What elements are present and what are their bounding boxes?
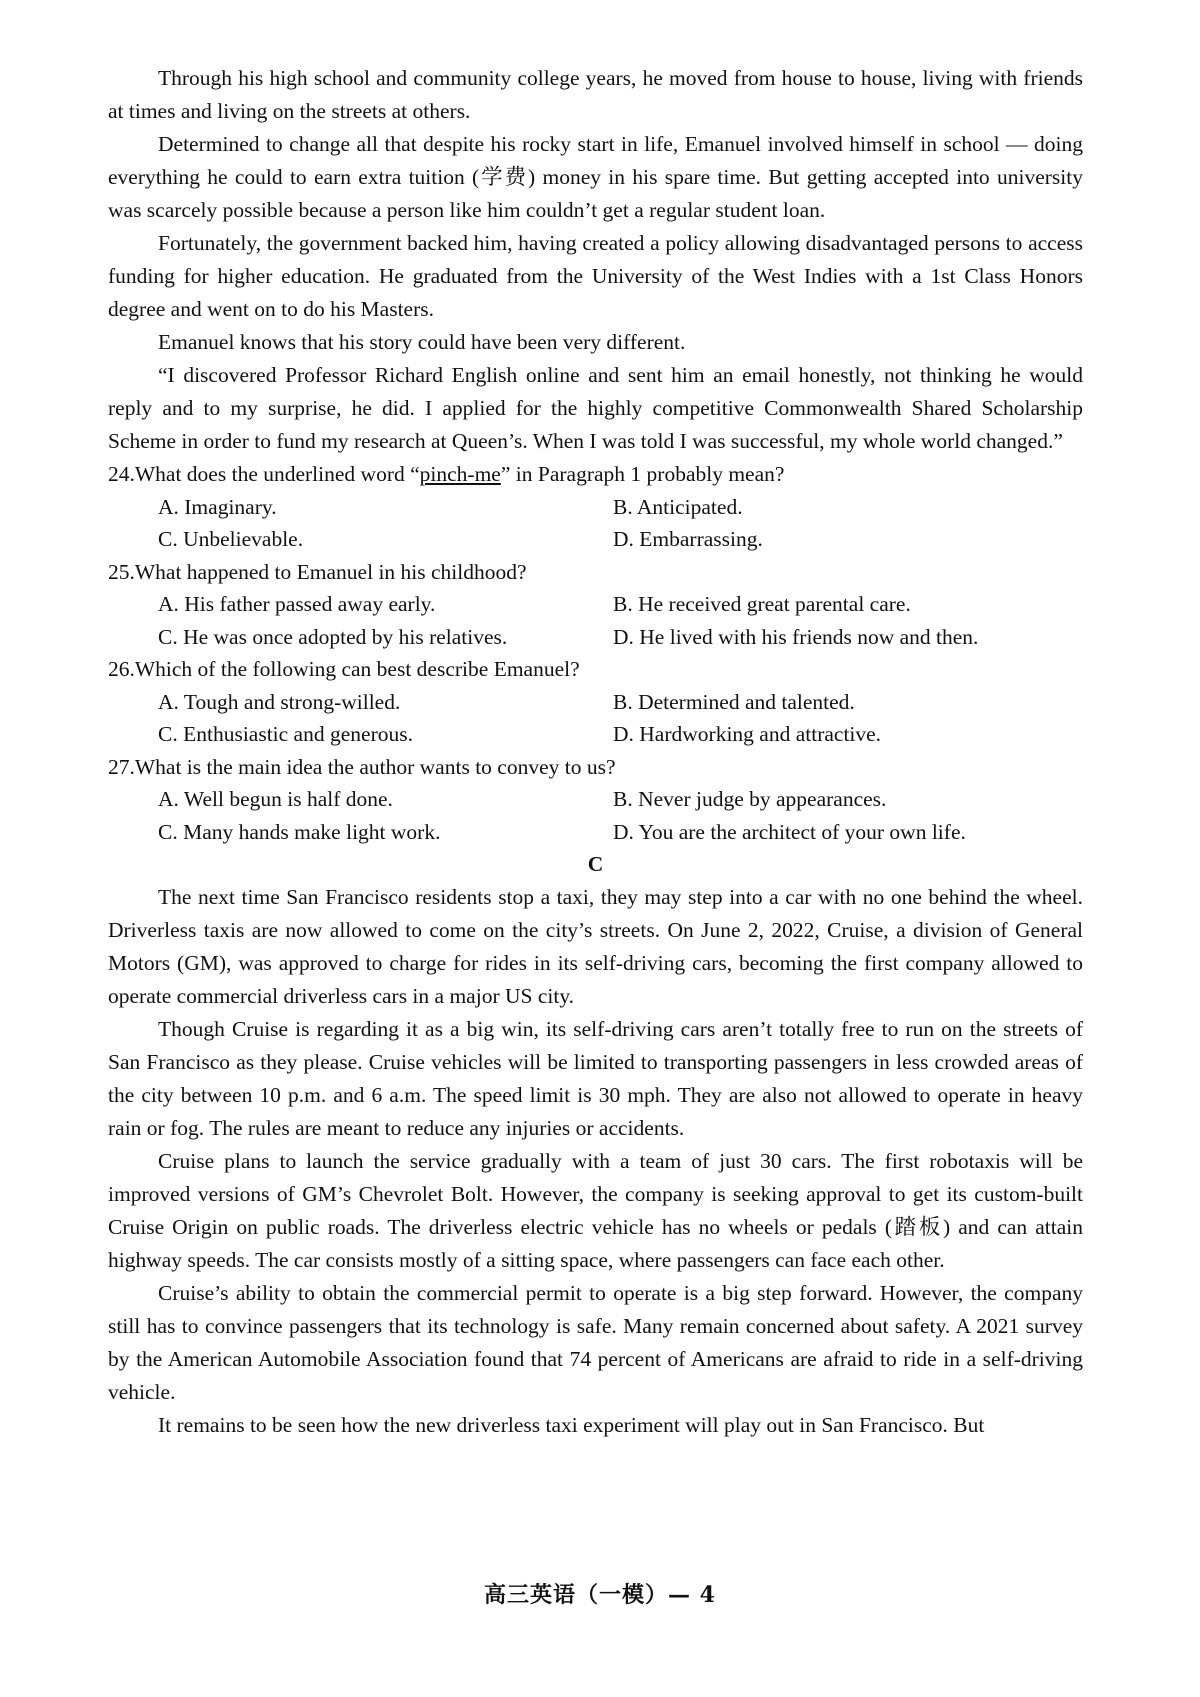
paragraph: Though Cruise is regarding it as a big win, its self-driving cars aren’t totally free to run on the streets of San Francisco as they please. Cruise vehicles will be limited to transporting passengers in less crowded areas of the city between 10 p.m. and 6 a.m. The speed limit is 30 mph. They are also not allowed to operate in heavy rain or fog. The rules are meant to reduce any injuries or accidents.: [108, 1017, 1083, 1140]
paragraph: Determined to change all that despite his rocky start in life, Emanuel involved himself in school — doing everything he could to earn extra tuition (学费) money in his spare time. But getting accepted into university was scarcely possible because a person like him couldn’t get a regular student loan.: [108, 132, 1083, 222]
options: [108, 686, 1083, 751]
option-c: C. Enthusiastic and generous.: [158, 722, 413, 746]
question-stem: 27.What is the main idea the author wants to convey to us?: [108, 754, 616, 779]
question-stem: 24.What does the underlined word “pinch-me” in Paragraph 1 probably mean?: [108, 462, 785, 486]
paragraph: The next time San Francisco residents stop a taxi, they may step into a car with no one behind the wheel. Driverless taxis are now allowed to come on the city’s streets. On June 2, 2022, Cruise, a division of General Motors (GM), was approved to charge for rides in its self-driving cars, becoming the first company allowed to operate commercial driverless cars in a major US city.: [108, 885, 1083, 1008]
paragraph: Emanuel knows that his story could have been very different.: [158, 330, 686, 354]
option-b: B. Determined and talented.: [613, 689, 855, 714]
option-c: C. Unbelievable.: [158, 527, 304, 551]
paragraph: Cruise plans to launch the service gradually with a team of just 30 cars. The first robotaxis will be improved versions of GM’s Chevrolet Bolt. However, the company is seeking approval to get its custom-built Cruise Origin on public roads. The driverless electric vehicle has no wheels or pedals (踏板) and can attain highway speeds. The car consists mostly of a sitting space, where passengers can face each other.: [108, 1149, 1083, 1272]
option-a: A. Well begun is half done.: [158, 787, 393, 811]
text-column: [108, 62, 1083, 1442]
question-26: [108, 653, 1083, 751]
question-24: [108, 458, 1083, 556]
option-a: A. Tough and strong-willed.: [158, 689, 401, 714]
option-a: A. His father passed away early.: [158, 592, 436, 616]
paragraph: “I discovered Professor Richard English online and sent him an email honestly, not thinking he would reply and to my surprise, he did. I applied for the highly competitive Commonwealth Shared Scholarship Scheme in order to fund my research at Queen’s. When I was told I was successful, my whole world changed.”: [108, 363, 1083, 453]
option-d: D. Embarrassing.: [613, 527, 763, 551]
paragraph: Fortunately, the government backed him, having created a policy allowing disadvantaged persons to access funding for higher education. He graduated from the University of the West Indies with a 1st Class Honors degree and went on to do his Masters.: [108, 231, 1083, 321]
option-b: B. Never judge by appearances.: [613, 787, 887, 811]
option-d: D. You are the architect of your own life.: [613, 819, 966, 844]
section-heading: C: [587, 852, 604, 876]
paragraph: It remains to be seen how the new driverless taxi experiment will play out in San Francisco. But: [158, 1413, 985, 1437]
option-d: D. He lived with his friends now and then.: [613, 624, 979, 649]
option-c: C. Many hands make light work.: [158, 819, 441, 844]
underlined-word: pinch-me: [419, 462, 501, 486]
option-b: B. He received great parental care.: [613, 592, 911, 616]
options: [108, 491, 1083, 556]
option-b: B. Anticipated.: [613, 494, 743, 519]
paragraph: Through his high school and community college years, he moved from house to house, living with friends at times and living on the streets at others.: [108, 66, 1083, 123]
option-d: D. Hardworking and attractive.: [613, 722, 882, 746]
option-a: A. Imaginary.: [158, 494, 277, 519]
page-footer: 高三英语（一模）— 4: [484, 1582, 716, 1608]
question-27: [108, 751, 1083, 849]
options: [108, 588, 1083, 653]
options: [108, 783, 1083, 848]
option-c: C. He was once adopted by his relatives.: [158, 624, 508, 649]
question-stem: 25.What happened to Emanuel in his childhood?: [108, 559, 527, 584]
question-stem: 26.Which of the following can best describe Emanuel?: [108, 657, 580, 681]
paragraph: Cruise’s ability to obtain the commercial permit to operate is a big step forward. However, the company still has to convince passengers that its technology is safe. Many remain concerned about safety. A 2021 survey by the American Automobile Association found that 74 percent of Americans are afraid to ride in a self-driving vehicle.: [108, 1281, 1083, 1404]
question-25: [108, 556, 1083, 654]
